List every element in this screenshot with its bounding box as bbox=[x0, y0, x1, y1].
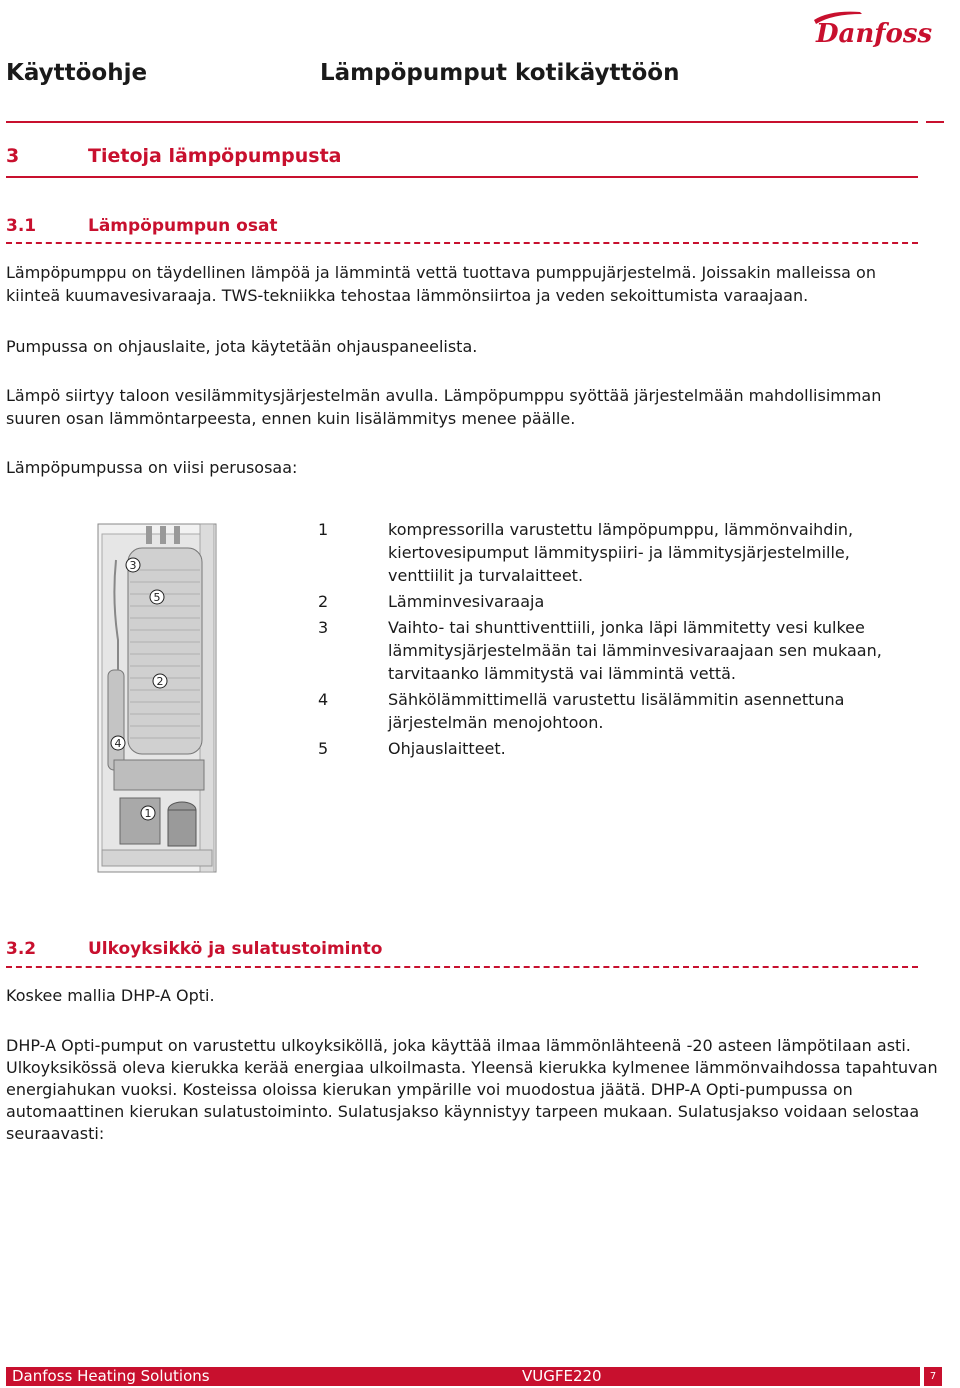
subsection-number: 3.1 bbox=[6, 216, 37, 236]
paragraph: DHP-A Opti-pumput on varustettu ulkoyksiköllä, joka käyttää ilmaa lämmönlähteenä -20 asteen lämpötilaan asti. Ulkoyksikössä oleva kierukka kerää energiaa ulkoilmasta. Yleensä kierukka kylmenee lämmönvaihdossa tapahtuvan energiahukan vuoksi. Kosteissa oloissa kierukan ympärille voi muodostua jäätä. DHP-A Opti-pumpussa on automaattinen kierukan sulatustoiminto. Sulatusjakso käynnistyy tarpeen mukaan. Sulatusjakso voidaan selostaa seuraavasti: bbox=[6, 1036, 938, 1143]
section-title: Tietoja lämpöpumpusta bbox=[88, 145, 342, 167]
paragraph: Koskee mallia DHP-A Opti. bbox=[6, 986, 215, 1005]
footer-company: Danfoss Heating Solutions bbox=[12, 1367, 210, 1385]
paragraph: Lämpöpumppu on täydellinen lämpöä ja lämmintä vettä tuottava pumppujärjestelmä. Joissakin malleissa on kiinteä kuumavesivaraaja. TWS-tekniikka tehostaa lämmönsiirtoa ja veden sekoittumista varaajaan. bbox=[6, 263, 876, 305]
footer-bar bbox=[6, 1367, 920, 1386]
svg-text:4: 4 bbox=[114, 737, 122, 750]
subsection-rule bbox=[6, 242, 918, 244]
heat-pump-illustration bbox=[96, 520, 226, 876]
page-number: 7 bbox=[924, 1367, 942, 1386]
subsection-title: Ulkoyksikkö ja sulatustoiminto bbox=[88, 939, 383, 959]
svg-text:Danfoss: Danfoss bbox=[816, 19, 933, 49]
section-rule bbox=[6, 176, 918, 178]
manual-type: Käyttöohje bbox=[6, 60, 148, 86]
paragraph: Pumpussa on ohjauslaite, jota käytetään ohjauspaneelista. bbox=[6, 337, 478, 356]
subsection-rule bbox=[6, 966, 918, 968]
list-item: 2 Lämminvesivaraaja bbox=[318, 592, 545, 611]
parts-list bbox=[318, 518, 918, 763]
subsection-number: 3.2 bbox=[6, 939, 37, 959]
svg-text:2: 2 bbox=[156, 675, 164, 688]
page-title: Lämpöpumput kotikäyttöön bbox=[320, 60, 680, 86]
list-item: 4 Sähkölämmittimellä varustettu lisälämmitin asennettuna järjestelmän menojohtoon. bbox=[318, 690, 845, 732]
list-item: 5 Ohjauslaitteet. bbox=[318, 739, 506, 758]
svg-text:5: 5 bbox=[153, 591, 161, 604]
svg-text:1: 1 bbox=[144, 807, 152, 820]
list-item: 1 kompressorilla varustettu lämpöpumppu, lämmönvaihdin, kiertovesipumput lämmityspiiri- ja lämmitysjärjestelmille, venttiilit ja turvalaitteet. bbox=[318, 520, 854, 585]
header-rule-short bbox=[926, 121, 944, 123]
subsection-title: Lämpöpumpun osat bbox=[88, 216, 278, 236]
danfoss-logo bbox=[810, 6, 933, 50]
footer-doc-code: VUGFE220 bbox=[522, 1367, 602, 1385]
paragraph: Lämpöpumpussa on viisi perusosaa: bbox=[6, 458, 298, 477]
paragraph: Lämpö siirtyy taloon vesilämmitysjärjestelmän avulla. Lämpöpumppu syöttää järjestelmään mahdollisimman suuren osan lämmöntarpeesta, ennen kuin lisälämmitys menee päälle. bbox=[6, 386, 882, 428]
section-number: 3 bbox=[6, 145, 20, 167]
svg-text:3: 3 bbox=[129, 559, 137, 572]
header-rule bbox=[6, 121, 918, 123]
list-item: 3 Vaihto- tai shunttiventtiili, jonka läpi lämmitetty vesi kulkee lämmitysjärjestelmään tai lämminvesivaraajaan sen mukaan, tarvitaanko lämmitystä vai lämmintä vettä. bbox=[318, 618, 882, 683]
